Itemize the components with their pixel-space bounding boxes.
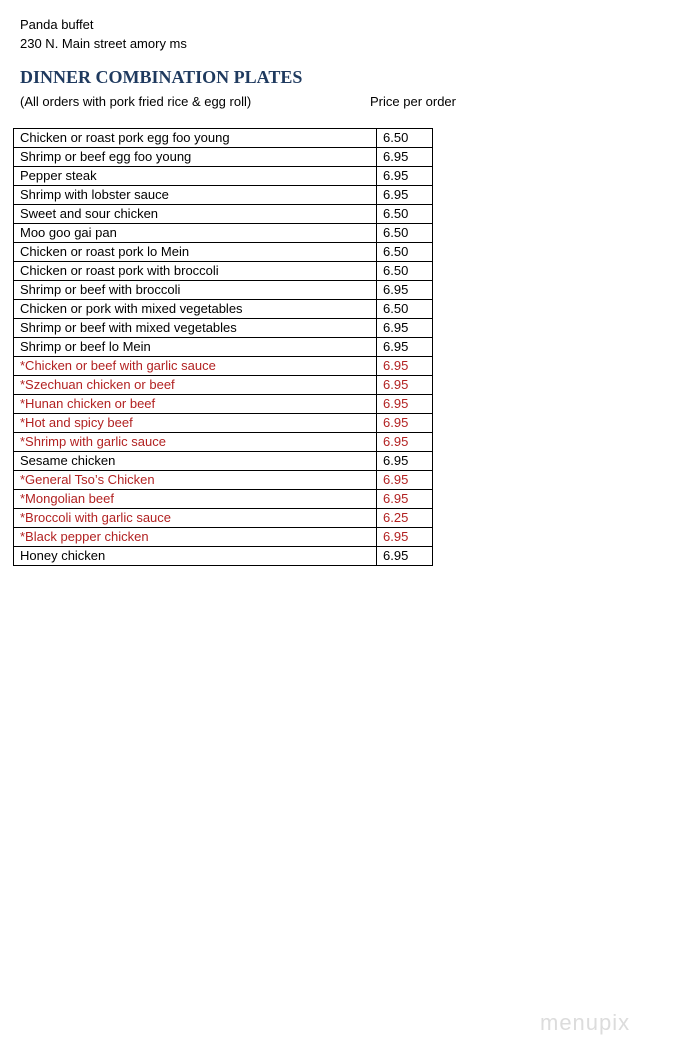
table-row [14, 243, 433, 262]
table-row [14, 281, 433, 300]
menu-title: DINNER COMBINATION PLATES [20, 67, 303, 87]
menu-item-price: 6.95 [377, 433, 433, 452]
menu-item-price: 6.95 [377, 186, 433, 205]
menu-item-price: 6.50 [377, 224, 433, 243]
table-row [14, 262, 433, 281]
menu-item-name: Chicken or pork with mixed vegetables [14, 300, 377, 319]
menu-item-price: 6.50 [377, 243, 433, 262]
menu-item-name: *General Tso’s Chicken [14, 471, 377, 490]
menu-item-name: *Chicken or beef with garlic sauce [14, 357, 377, 376]
menu-item-name: Shrimp or beef with mixed vegetables [14, 319, 377, 338]
menu-item-name: Chicken or roast pork egg foo young [14, 129, 377, 148]
menu-item-name: *Shrimp with garlic sauce [14, 433, 377, 452]
menu-item-name: *Mongolian beef [14, 490, 377, 509]
table-row [14, 509, 433, 528]
menu-item-name: Honey chicken [14, 547, 377, 566]
table-row [14, 224, 433, 243]
menu-item-price: 6.50 [377, 300, 433, 319]
table-row [14, 300, 433, 319]
menu-item-name: Sweet and sour chicken [14, 205, 377, 224]
table-row [14, 338, 433, 357]
menu-item-price: 6.50 [377, 205, 433, 224]
menu-item-price: 6.95 [377, 357, 433, 376]
menu-item-name: Sesame chicken [14, 452, 377, 471]
menu-item-name: *Szechuan chicken or beef [14, 376, 377, 395]
menu-table-body [14, 129, 433, 566]
price-column-header: Price per order [370, 94, 456, 109]
table-row [14, 414, 433, 433]
table-row [14, 129, 433, 148]
menu-subtitle: (All orders with pork fried rice & egg roll) [20, 94, 252, 109]
table-row [14, 167, 433, 186]
menu-item-name: Chicken or roast pork lo Mein [14, 243, 377, 262]
menu-table [13, 128, 433, 566]
menu-item-price: 6.95 [377, 490, 433, 509]
table-row [14, 205, 433, 224]
table-row [14, 357, 433, 376]
table-row [14, 547, 433, 566]
menu-item-price: 6.50 [377, 262, 433, 281]
restaurant-address: 230 N. Main street amory ms [20, 36, 187, 51]
menu-item-price: 6.95 [377, 528, 433, 547]
menu-item-name: *Hunan chicken or beef [14, 395, 377, 414]
menu-item-name: Shrimp or beef lo Mein [14, 338, 377, 357]
menu-item-price: 6.95 [377, 452, 433, 471]
table-row [14, 319, 433, 338]
restaurant-name: Panda buffet [20, 17, 94, 32]
table-row [14, 528, 433, 547]
menu-item-price: 6.95 [377, 148, 433, 167]
menu-item-name: *Broccoli with garlic sauce [14, 509, 377, 528]
menu-item-price: 6.25 [377, 509, 433, 528]
menu-item-price: 6.50 [377, 129, 433, 148]
table-row [14, 433, 433, 452]
table-row [14, 148, 433, 167]
menu-item-price: 6.95 [377, 167, 433, 186]
menu-item-name: Shrimp or beef with broccoli [14, 281, 377, 300]
table-row [14, 452, 433, 471]
menu-item-price: 6.95 [377, 547, 433, 566]
menu-item-name: *Hot and spicy beef [14, 414, 377, 433]
table-row [14, 186, 433, 205]
table-row [14, 490, 433, 509]
menu-item-name: Chicken or roast pork with broccoli [14, 262, 377, 281]
menu-item-name: Shrimp or beef egg foo young [14, 148, 377, 167]
menu-item-name: Pepper steak [14, 167, 377, 186]
menu-item-name: Moo goo gai pan [14, 224, 377, 243]
menu-item-price: 6.95 [377, 395, 433, 414]
watermark-logo: menupix [540, 1010, 631, 1035]
menu-item-price: 6.95 [377, 319, 433, 338]
table-row [14, 376, 433, 395]
table-row [14, 471, 433, 490]
menu-item-name: Shrimp with lobster sauce [14, 186, 377, 205]
table-row [14, 395, 433, 414]
menu-item-price: 6.95 [377, 338, 433, 357]
menu-item-price: 6.95 [377, 376, 433, 395]
menu-item-name: *Black pepper chicken [14, 528, 377, 547]
menu-item-price: 6.95 [377, 471, 433, 490]
menu-item-price: 6.95 [377, 281, 433, 300]
menu-item-price: 6.95 [377, 414, 433, 433]
